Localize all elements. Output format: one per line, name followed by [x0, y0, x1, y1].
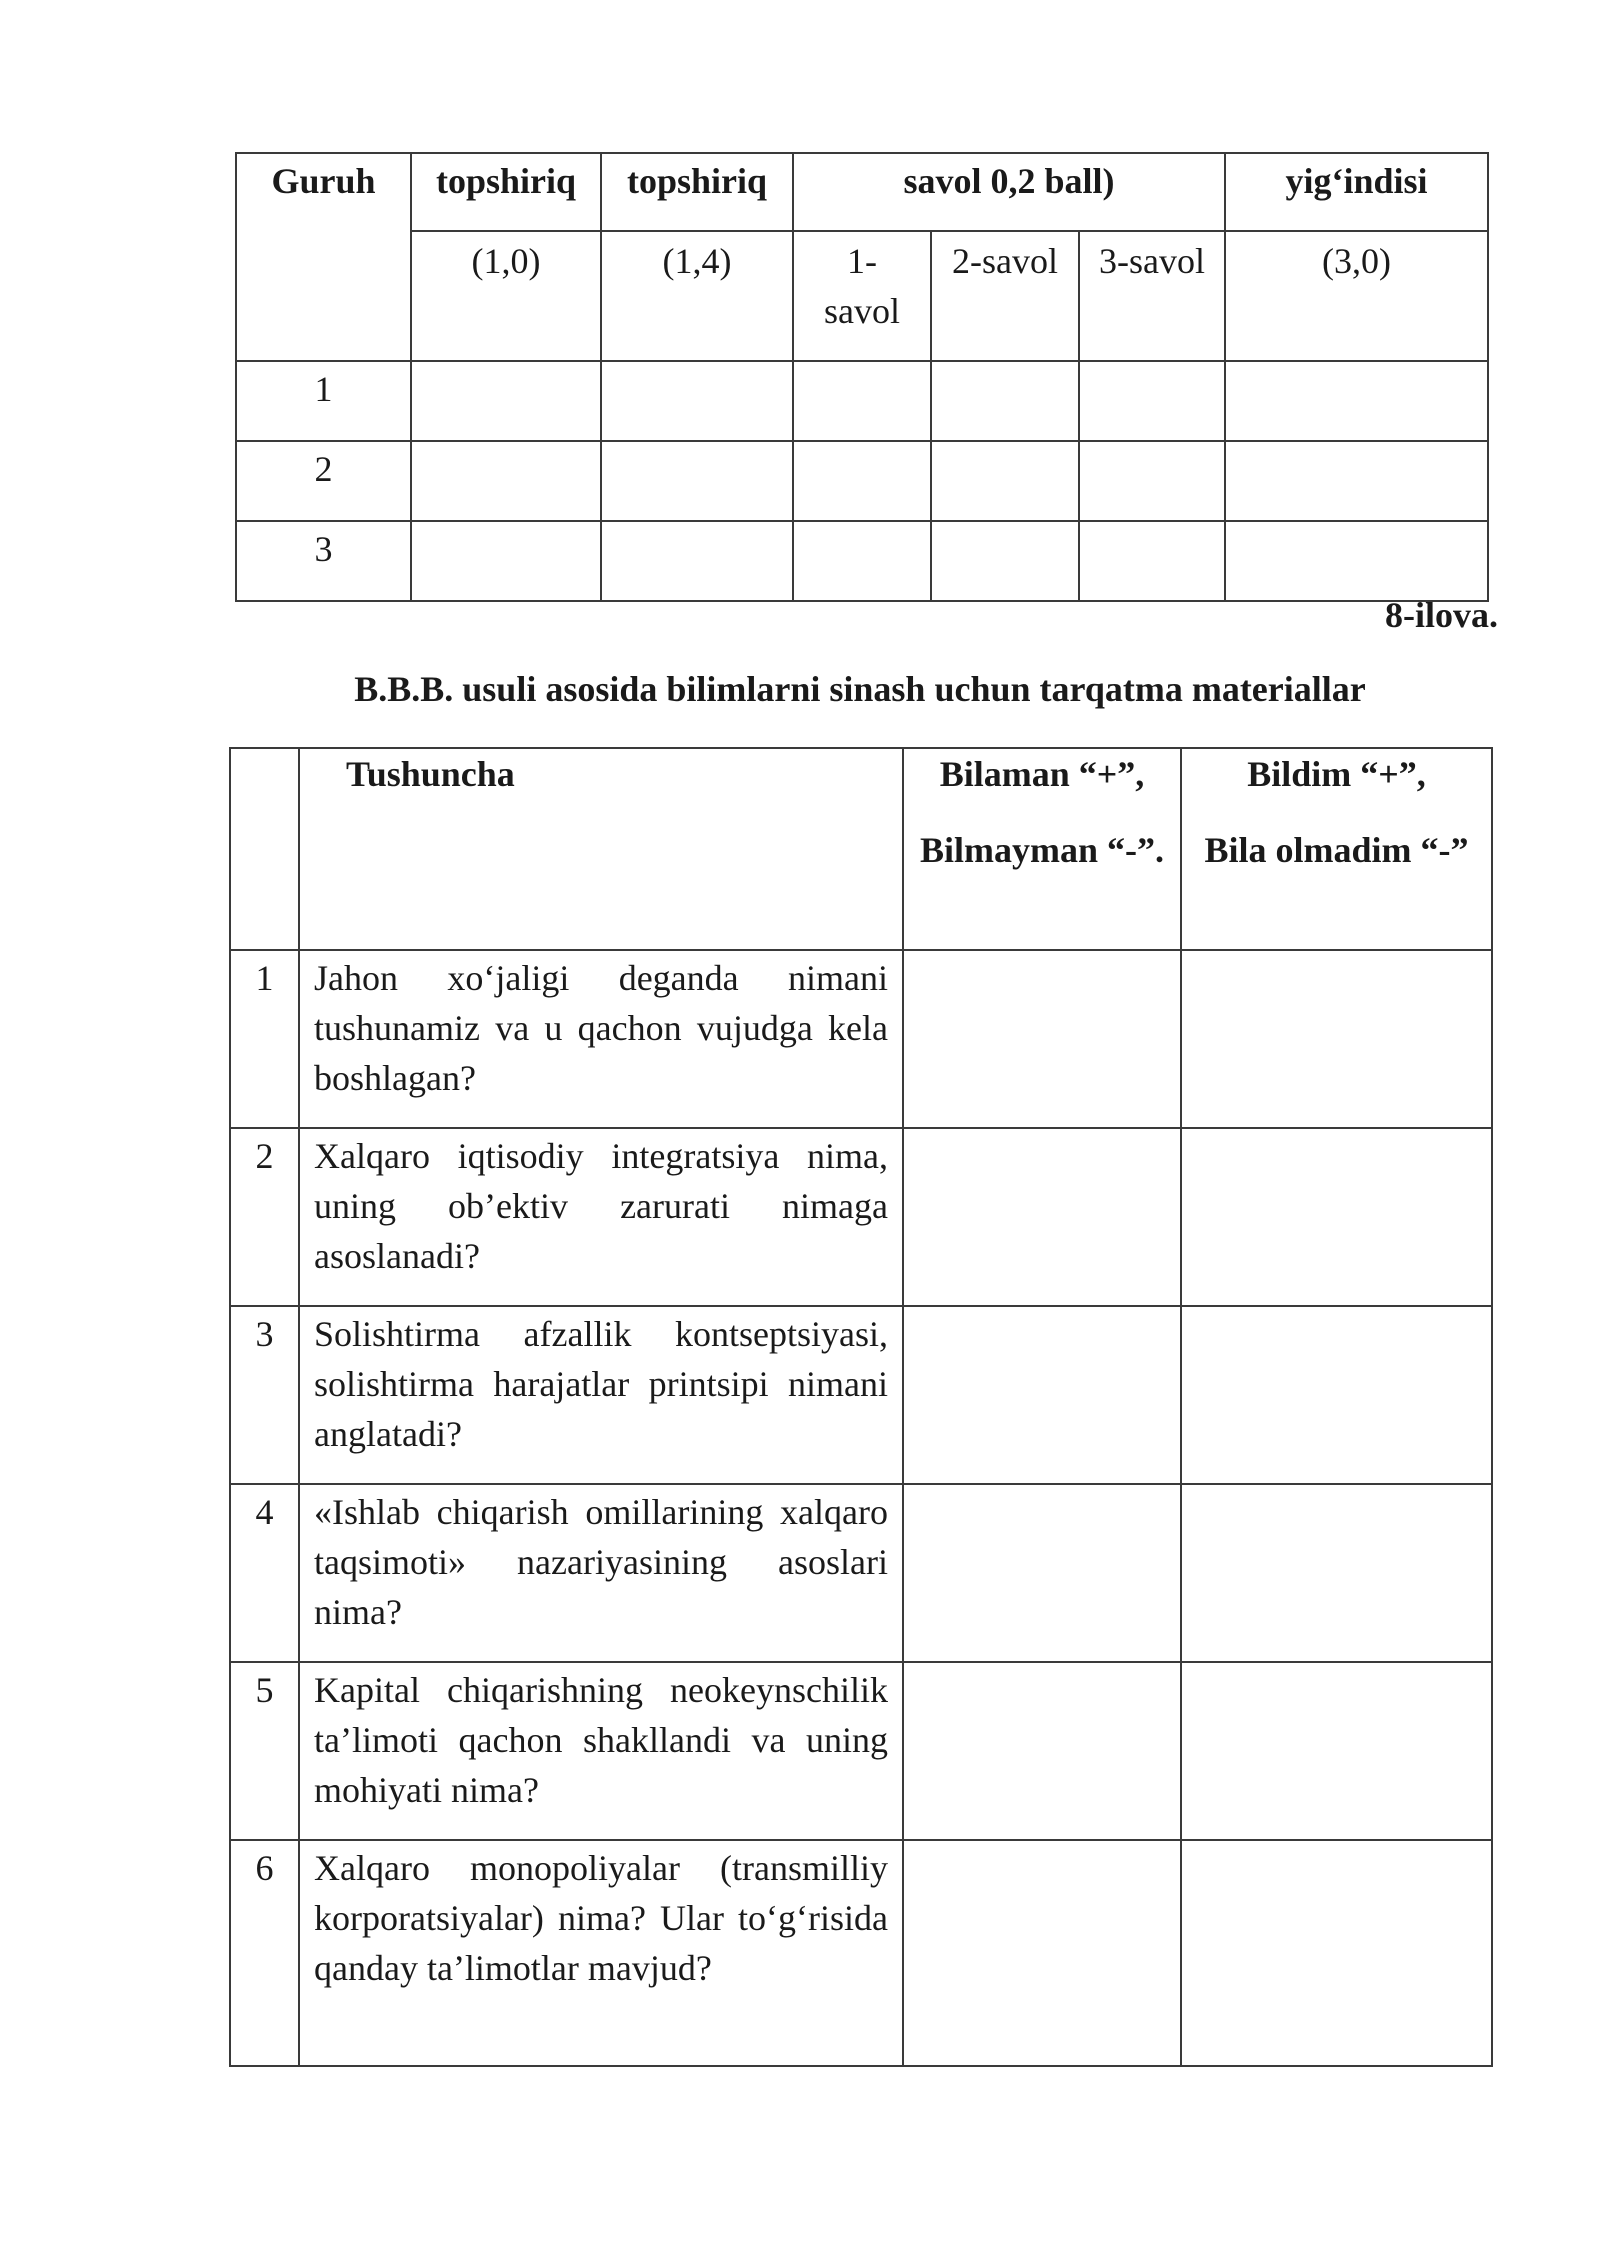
subheader-question-1: 1- savol	[793, 231, 931, 361]
learned-cell	[1181, 1484, 1492, 1662]
group-score-table	[235, 152, 1489, 602]
subheader-points-2: (1,4)	[601, 231, 793, 361]
header-know	[903, 748, 1181, 950]
empty-cell	[411, 441, 601, 521]
empty-cell	[931, 521, 1079, 601]
table-row	[236, 361, 1488, 441]
know-cell	[903, 1128, 1181, 1306]
learned-cell	[1181, 1840, 1492, 2066]
table-row	[230, 1484, 1492, 1662]
row-question: Xalqaro iqtisodiy integratsiya nima, uning ob’ektiv zarurati nimaga asoslanadi?	[299, 1128, 903, 1306]
empty-cell	[1079, 521, 1225, 601]
empty-cell	[931, 361, 1079, 441]
learned-cell	[1181, 950, 1492, 1128]
row-question: Xalqaro monopoliyalar (transmilliy korporatsiyalar) nima? Ular to‘g‘risida qanday ta’limotlar mavjud?	[299, 1840, 903, 2066]
empty-cell	[411, 521, 601, 601]
know-cell	[903, 1662, 1181, 1840]
subheader-question-2: 2-savol	[931, 231, 1079, 361]
group-number: 3	[236, 521, 411, 601]
empty-cell	[1079, 441, 1225, 521]
table-row	[236, 441, 1488, 521]
row-number: 3	[230, 1306, 299, 1484]
row-number: 4	[230, 1484, 299, 1662]
table-row	[230, 1306, 1492, 1484]
header-number	[230, 748, 299, 950]
group-number: 2	[236, 441, 411, 521]
subheader-points-1: (1,0)	[411, 231, 601, 361]
table-row	[236, 521, 1488, 601]
empty-cell	[931, 441, 1079, 521]
table-row	[230, 1840, 1492, 2066]
header-total: yig‘indisi	[1225, 153, 1488, 231]
header-learned-line1: Bildim “+”,	[1247, 754, 1426, 794]
row-question: Kapital chiqarishning neokeynschilik ta’limoti qachon shakllandi va uning mohiyati nima?	[299, 1662, 903, 1840]
learned-cell	[1181, 1306, 1492, 1484]
header-know-line1: Bilaman “+”,	[939, 754, 1145, 794]
learned-cell	[1181, 1128, 1492, 1306]
empty-cell	[793, 361, 931, 441]
row-number: 5	[230, 1662, 299, 1840]
group-number: 1	[236, 361, 411, 441]
empty-cell	[411, 361, 601, 441]
row-question: «Ishlab chiqarish omillarining xalqaro taqsimoti» nazariyasining asoslari nima?	[299, 1484, 903, 1662]
empty-cell	[1225, 441, 1488, 521]
subheader-points-total: (3,0)	[1225, 231, 1488, 361]
header-group: Guruh	[236, 153, 411, 361]
know-cell	[903, 1484, 1181, 1662]
empty-cell	[601, 361, 793, 441]
row-question: Solishtirma afzallik kontseptsiyasi, solishtirma harajatlar printsipi nimani anglatadi?	[299, 1306, 903, 1484]
row-number: 2	[230, 1128, 299, 1306]
header-task-1: topshiriq	[411, 153, 601, 231]
row-question: Jahon xo‘jaligi deganda nimani tushunamiz va u qachon vujudga kela boshlagan?	[299, 950, 903, 1128]
empty-cell	[601, 441, 793, 521]
header-learned-line2: Bila olmadim “-”	[1204, 830, 1469, 870]
header-concept: Tushuncha	[299, 748, 903, 950]
table-row	[230, 950, 1492, 1128]
annex-label: 8-ilova.	[1385, 595, 1498, 635]
table-row	[230, 1128, 1492, 1306]
know-cell	[903, 950, 1181, 1128]
empty-cell	[601, 521, 793, 601]
learned-cell	[1181, 1662, 1492, 1840]
empty-cell	[793, 441, 931, 521]
row-number: 6	[230, 1840, 299, 2066]
header-questions: savol 0,2 ball)	[793, 153, 1225, 231]
header-learned	[1181, 748, 1492, 950]
row-number: 1	[230, 950, 299, 1128]
know-cell	[903, 1306, 1181, 1484]
empty-cell	[1225, 361, 1488, 441]
empty-cell	[793, 521, 931, 601]
table-row	[230, 1662, 1492, 1840]
section-title: B.B.B. usuli asosida bilimlarni sinash uchun tarqatma materiallar	[354, 669, 1366, 709]
empty-cell	[1079, 361, 1225, 441]
empty-cell	[1225, 521, 1488, 601]
header-know-line2: Bilmayman “-”.	[919, 830, 1164, 870]
header-task-2: topshiriq	[601, 153, 793, 231]
bbb-knowledge-table	[229, 747, 1493, 2067]
know-cell	[903, 1840, 1181, 2066]
subheader-question-3: 3-savol	[1079, 231, 1225, 361]
